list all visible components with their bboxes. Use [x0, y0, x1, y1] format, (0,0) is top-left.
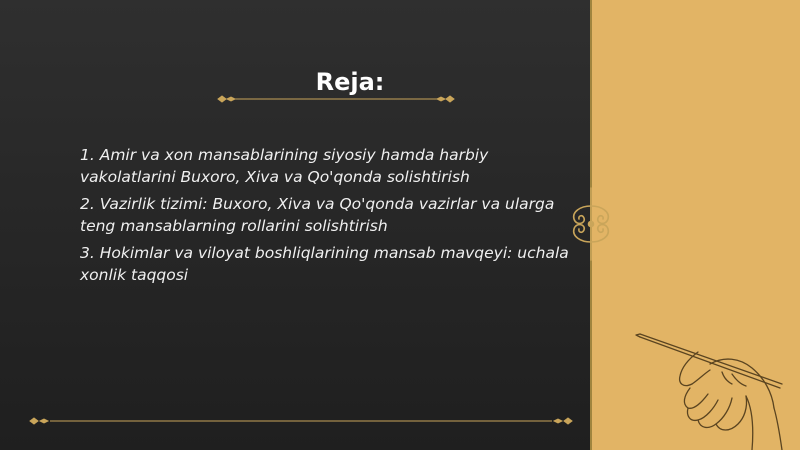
- hand-writing-quill-icon: [632, 322, 800, 450]
- agenda-item-2: 2. Vazirlik tizimi: Buxoro, Xiva va Qo'qonda vazirlar va ularga teng mansablarning rollarini solishtirish: [80, 195, 555, 235]
- bottom-ornament-rule: [28, 416, 574, 426]
- slide-title: Reja:: [315, 68, 385, 96]
- agenda-item-1: 1. Amir va xon mansablarining siyosiy hamda harbiy vakolatlarini Buxoro, Xiva va Qo'qonda solishtirish: [80, 146, 489, 186]
- agenda-list: [80, 144, 580, 291]
- agenda-item-3: 3. Hokimlar va viloyat boshliqlarining mansab mavqeyi: uchala xonlik taqqosi: [80, 244, 569, 284]
- title-underline-ornament: [214, 94, 458, 104]
